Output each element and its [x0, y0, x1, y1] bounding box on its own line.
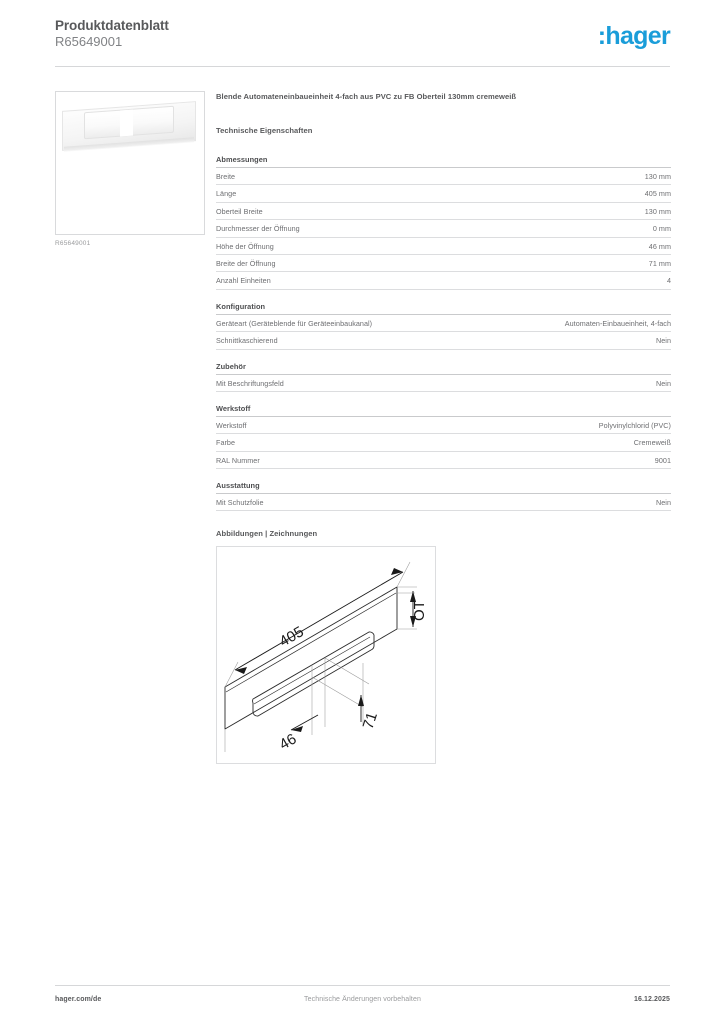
product-faceplate-render — [62, 100, 198, 156]
spec-group — [216, 404, 671, 469]
panel-opening — [253, 632, 374, 716]
dim-arrow-405 — [235, 572, 403, 670]
product-image — [55, 91, 205, 235]
spec-group-heading: Abmessungen — [216, 155, 671, 168]
table-row — [216, 434, 671, 451]
technical-drawing — [216, 546, 436, 764]
table-row — [216, 203, 671, 220]
spec-label: Schnittkaschierend — [216, 336, 278, 346]
spec-label: Farbe — [216, 438, 236, 448]
panel-thickness-edge — [226, 593, 396, 692]
spec-group — [216, 481, 671, 511]
technical-drawing-svg — [217, 547, 435, 763]
footer-date: 16.12.2025 — [633, 996, 670, 1003]
page-footer — [55, 996, 670, 1010]
table-row — [216, 315, 671, 332]
spec-value: Nein — [656, 498, 671, 508]
product-image-caption: R65649001 — [55, 240, 91, 247]
header-divider — [55, 66, 670, 67]
spec-label: Oberteil Breite — [216, 206, 263, 216]
spec-label: Geräteart (Geräteblende für Geräteeinbaukanal) — [216, 318, 373, 328]
spec-label: Anzahl Einheiten — [216, 276, 271, 286]
faceplate-slot — [120, 110, 133, 137]
table-row — [216, 185, 671, 202]
technical-properties-heading: Technische Eigenschaften — [216, 126, 313, 135]
spec-value: 71 mm — [648, 259, 671, 269]
spec-group-heading: Ausstattung — [216, 481, 671, 494]
panel-outline — [225, 587, 397, 729]
spec-label: Mit Schutzfolie — [216, 498, 264, 508]
spec-label: Mit Beschriftungsfeld — [216, 378, 284, 388]
spec-label: RAL Nummer — [216, 455, 260, 465]
spec-group — [216, 302, 671, 350]
ext-line-71-b — [312, 677, 363, 707]
page-title: Produktdatenblatt — [55, 18, 169, 33]
footer-divider — [55, 985, 670, 986]
product-reference: R65649001 — [55, 34, 123, 49]
spec-label: Länge — [216, 189, 237, 199]
dim-label-ot: OT — [411, 600, 428, 622]
spec-group-heading: Konfiguration — [216, 302, 671, 315]
spec-value: Cremeweiß — [633, 438, 671, 448]
table-row — [216, 168, 671, 185]
spec-value: Automaten-Einbaueinheit, 4-fach — [564, 318, 671, 328]
table-row — [216, 452, 671, 469]
spec-label: Breite — [216, 172, 236, 182]
table-row — [216, 220, 671, 237]
dim-arrow-46 — [291, 715, 318, 730]
table-row — [216, 272, 671, 289]
table-row — [216, 494, 671, 511]
spec-value: 46 mm — [648, 241, 671, 251]
spec-value: 0 mm — [652, 224, 671, 234]
product-description: Blende Automateneinbaueinheit 4-fach aus PVC zu FB Oberteil 130mm cremeweiß — [216, 92, 517, 101]
main-content — [216, 91, 671, 764]
table-row — [216, 375, 671, 392]
page-header — [55, 18, 670, 66]
spec-value: Nein — [656, 336, 671, 346]
ext-line-71-a — [325, 658, 369, 684]
hager-logo: :hager — [597, 22, 670, 50]
spec-value: Nein — [656, 378, 671, 388]
spec-group-heading: Zubehör — [216, 362, 671, 375]
specifications-table — [216, 155, 671, 511]
spec-value: 9001 — [654, 455, 671, 465]
dim-label-405: 405 — [276, 623, 307, 651]
spec-value: 405 mm — [644, 189, 671, 199]
spec-value: 130 mm — [644, 206, 671, 216]
spec-group — [216, 362, 671, 392]
spec-label: Durchmesser der Öffnung — [216, 224, 300, 234]
table-row — [216, 238, 671, 255]
table-row — [216, 255, 671, 272]
spec-group — [216, 155, 671, 290]
spec-value: 130 mm — [644, 172, 671, 182]
dim-label-71: 71 — [359, 710, 381, 732]
spec-label: Höhe der Öffnung — [216, 241, 274, 251]
footer-website[interactable]: hager.com/de — [55, 996, 102, 1003]
footer-disclaimer: Technische Änderungen vorbehalten — [304, 996, 421, 1003]
spec-value: 4 — [666, 276, 671, 286]
spec-value: Polyvinylchlorid (PVC) — [598, 421, 671, 430]
table-row — [216, 417, 671, 434]
spec-group-heading: Werkstoff — [216, 404, 671, 417]
spec-label: Breite der Öffnung — [216, 259, 276, 269]
spec-label: Werkstoff — [216, 421, 247, 430]
dim-label-46: 46 — [276, 730, 300, 754]
table-row — [216, 332, 671, 349]
drawings-heading: Abbildungen | Zeichnungen — [216, 529, 318, 539]
